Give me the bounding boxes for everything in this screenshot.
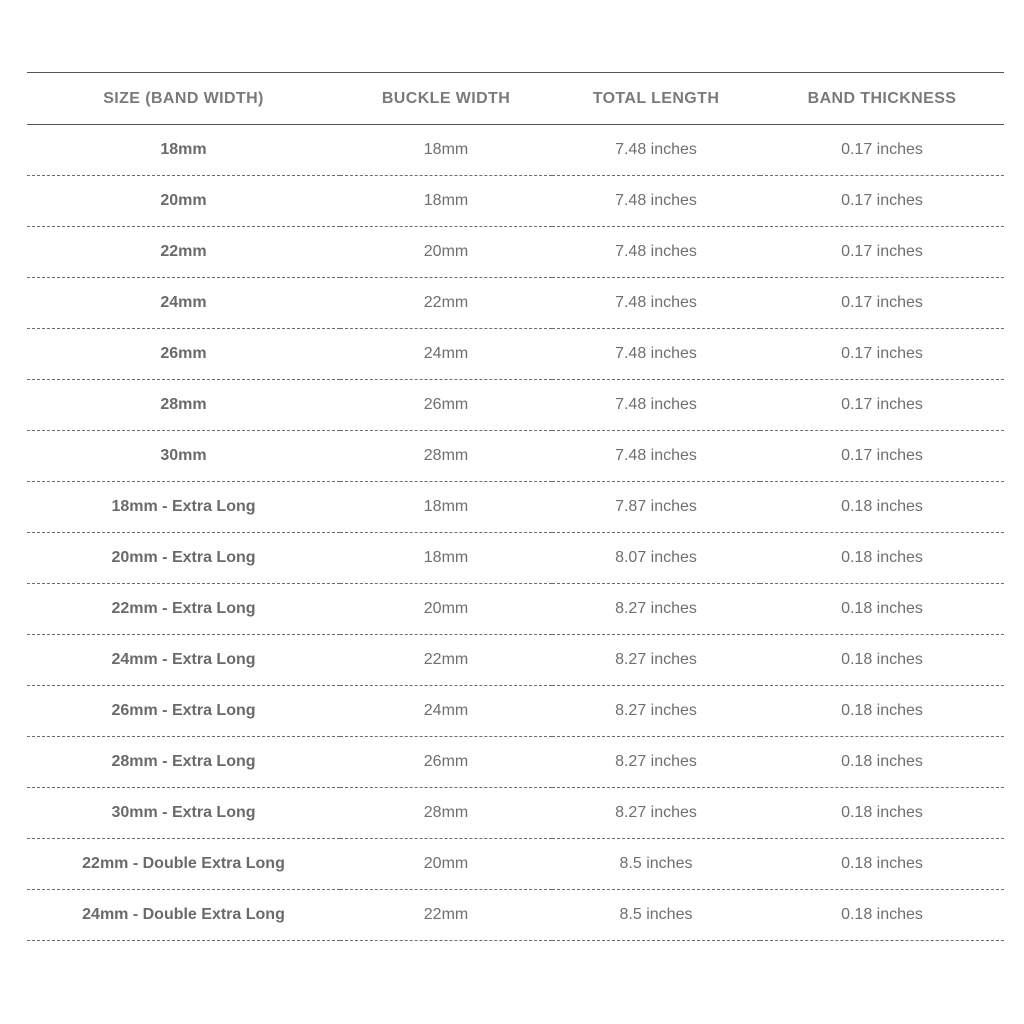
band-thickness-cell: 0.17 inches [760, 125, 1004, 176]
band-thickness-cell: 0.17 inches [760, 431, 1004, 482]
buckle-width-cell: 20mm [340, 227, 552, 278]
table-body [27, 125, 1004, 941]
table-row [27, 533, 1004, 584]
band-thickness-cell: 0.17 inches [760, 329, 1004, 380]
total-length-cell: 7.87 inches [552, 482, 760, 533]
total-length-cell: 8.27 inches [552, 686, 760, 737]
table-row [27, 176, 1004, 227]
band-thickness-cell: 0.17 inches [760, 278, 1004, 329]
buckle-width-cell: 18mm [340, 125, 552, 176]
header-band-thickness: BAND THICKNESS [760, 73, 1004, 125]
table-row [27, 890, 1004, 941]
table-row [27, 635, 1004, 686]
size-cell: 28mm - Extra Long [27, 737, 340, 788]
buckle-width-cell: 26mm [340, 737, 552, 788]
size-cell: 26mm [27, 329, 340, 380]
total-length-cell: 7.48 inches [552, 125, 760, 176]
band-thickness-cell: 0.18 inches [760, 890, 1004, 941]
size-cell: 24mm [27, 278, 340, 329]
size-cell: 30mm - Extra Long [27, 788, 340, 839]
table-row [27, 431, 1004, 482]
buckle-width-cell: 28mm [340, 788, 552, 839]
buckle-width-cell: 18mm [340, 482, 552, 533]
band-thickness-cell: 0.18 inches [760, 635, 1004, 686]
buckle-width-cell: 24mm [340, 329, 552, 380]
table-row [27, 737, 1004, 788]
buckle-width-cell: 18mm [340, 533, 552, 584]
table-row [27, 227, 1004, 278]
table-row [27, 125, 1004, 176]
total-length-cell: 8.5 inches [552, 839, 760, 890]
band-thickness-cell: 0.18 inches [760, 686, 1004, 737]
table-row [27, 686, 1004, 737]
size-cell: 30mm [27, 431, 340, 482]
band-thickness-cell: 0.18 inches [760, 788, 1004, 839]
total-length-cell: 8.5 inches [552, 890, 760, 941]
buckle-width-cell: 26mm [340, 380, 552, 431]
buckle-width-cell: 22mm [340, 635, 552, 686]
total-length-cell: 8.27 inches [552, 584, 760, 635]
buckle-width-cell: 22mm [340, 278, 552, 329]
total-length-cell: 7.48 inches [552, 431, 760, 482]
table-row [27, 839, 1004, 890]
band-thickness-cell: 0.18 inches [760, 584, 1004, 635]
header-row [27, 73, 1004, 125]
band-thickness-cell: 0.17 inches [760, 380, 1004, 431]
total-length-cell: 7.48 inches [552, 380, 760, 431]
buckle-width-cell: 20mm [340, 584, 552, 635]
table-row [27, 482, 1004, 533]
table-row [27, 788, 1004, 839]
size-cell: 20mm - Extra Long [27, 533, 340, 584]
buckle-width-cell: 28mm [340, 431, 552, 482]
buckle-width-cell: 24mm [340, 686, 552, 737]
total-length-cell: 8.27 inches [552, 788, 760, 839]
band-thickness-cell: 0.17 inches [760, 227, 1004, 278]
size-cell: 24mm - Extra Long [27, 635, 340, 686]
total-length-cell: 7.48 inches [552, 227, 760, 278]
size-cell: 18mm - Extra Long [27, 482, 340, 533]
band-thickness-cell: 0.18 inches [760, 533, 1004, 584]
size-chart-table [27, 72, 1004, 941]
buckle-width-cell: 18mm [340, 176, 552, 227]
band-thickness-cell: 0.17 inches [760, 176, 1004, 227]
total-length-cell: 8.27 inches [552, 635, 760, 686]
size-cell: 26mm - Extra Long [27, 686, 340, 737]
table-row [27, 380, 1004, 431]
header-total-length: TOTAL LENGTH [552, 73, 760, 125]
size-cell: 18mm [27, 125, 340, 176]
buckle-width-cell: 20mm [340, 839, 552, 890]
size-cell: 28mm [27, 380, 340, 431]
band-thickness-cell: 0.18 inches [760, 839, 1004, 890]
band-thickness-cell: 0.18 inches [760, 737, 1004, 788]
header-buckle-width: BUCKLE WIDTH [340, 73, 552, 125]
table-row [27, 584, 1004, 635]
table-header [27, 73, 1004, 125]
total-length-cell: 7.48 inches [552, 176, 760, 227]
table-row [27, 329, 1004, 380]
size-cell: 22mm - Double Extra Long [27, 839, 340, 890]
total-length-cell: 7.48 inches [552, 329, 760, 380]
band-thickness-cell: 0.18 inches [760, 482, 1004, 533]
size-cell: 20mm [27, 176, 340, 227]
total-length-cell: 7.48 inches [552, 278, 760, 329]
size-cell: 22mm - Extra Long [27, 584, 340, 635]
buckle-width-cell: 22mm [340, 890, 552, 941]
size-cell: 22mm [27, 227, 340, 278]
table-row [27, 278, 1004, 329]
header-size: SIZE (BAND WIDTH) [27, 73, 340, 125]
total-length-cell: 8.27 inches [552, 737, 760, 788]
total-length-cell: 8.07 inches [552, 533, 760, 584]
size-cell: 24mm - Double Extra Long [27, 890, 340, 941]
